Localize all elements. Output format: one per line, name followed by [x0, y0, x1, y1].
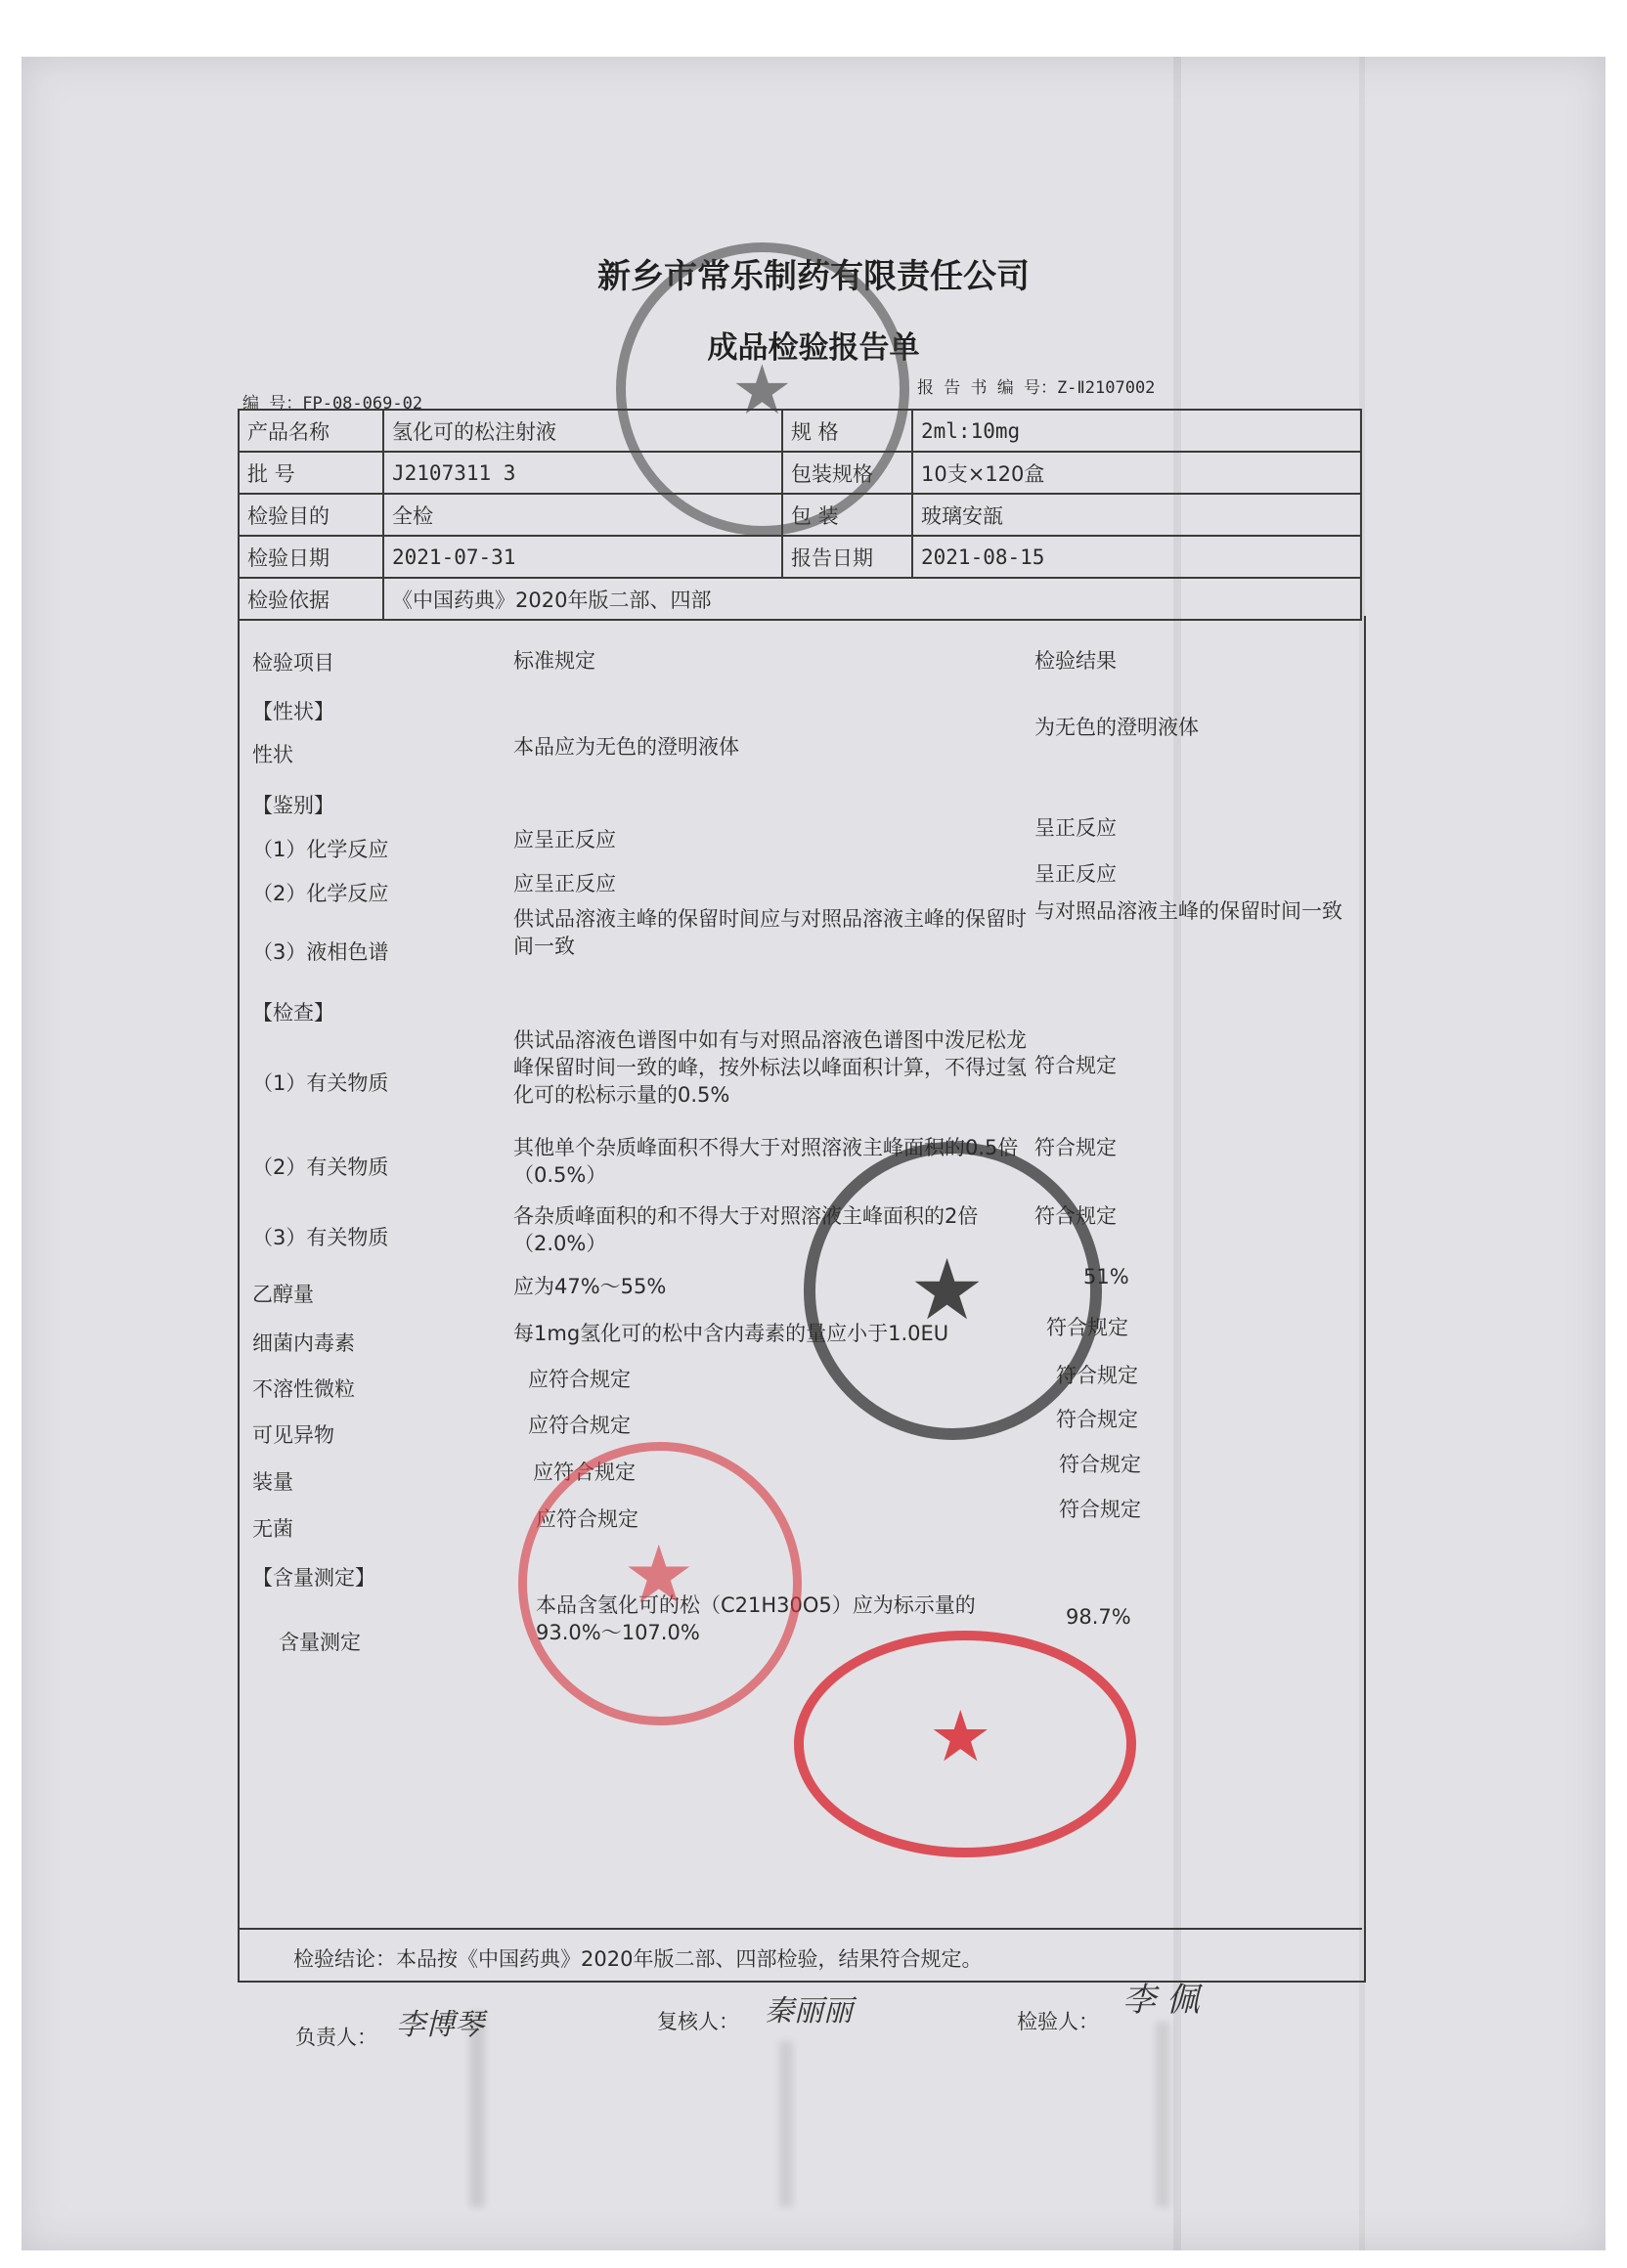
- row-item: （3）液相色谱: [252, 940, 389, 964]
- table-row: [239, 536, 1361, 578]
- scan-smudge: [779, 2041, 793, 2207]
- row-item: 乙醇量: [252, 1283, 314, 1306]
- row-standard: 本品应为无色的澄明液体: [513, 735, 739, 759]
- row-standard: 每1mg氢化可的松中含内毒素的量应小于1.0EU: [513, 1322, 949, 1345]
- star-icon: ★: [731, 350, 793, 430]
- row-result: 符合规定: [1056, 1364, 1138, 1387]
- purpose-label: 检验目的: [239, 494, 383, 536]
- row-result: 符合规定: [1034, 1204, 1117, 1228]
- inspector-signature: 李 佩: [1122, 1981, 1200, 2020]
- distributor-stamp: [518, 1442, 802, 1725]
- distributor-qa-stamp: [794, 1631, 1136, 1857]
- row-item: （1）化学反应: [252, 838, 389, 861]
- conclusion-text: 检验结论：本品按《中国药典》2020年版二部、四部检验，结果符合规定。: [293, 1947, 983, 1971]
- row-result: 呈正反应: [1034, 816, 1117, 840]
- row-standard: 各杂质峰面积的和不得大于对照溶液主峰面积的2倍（2.0%）: [513, 1204, 979, 1255]
- star-icon: ★: [623, 1529, 695, 1622]
- row-standard: 应符合规定: [528, 1414, 631, 1437]
- reviewer-label: 复核人：: [657, 2010, 739, 2033]
- row-standard: 供试品溶液主峰的保留时间应与对照品溶液主峰的保留时间一致: [513, 907, 1027, 958]
- product-name-label: 产品名称: [239, 410, 383, 452]
- column-item: 检验项目: [252, 651, 334, 675]
- report-date-label: 报告日期: [782, 536, 912, 578]
- package-value: 玻璃安瓿: [912, 494, 1361, 536]
- row-standard: 供试品溶液色谱图中如有与对照品溶液色谱图中泼尼松龙峰保留时间一致的峰，按外标法以峰面积计算，不得过氢化可的松标示量的0.5%: [513, 1028, 1027, 1107]
- column-standard: 标准规定: [513, 649, 595, 673]
- row-item: 无菌: [252, 1517, 293, 1541]
- row-item: 性状: [252, 743, 293, 766]
- table-row: [239, 578, 1361, 620]
- test-date-label: 检验日期: [239, 536, 383, 578]
- responsible-label: 负责人：: [295, 2026, 377, 2049]
- row-result: 符合规定: [1034, 1136, 1117, 1159]
- section-tests: 【检查】: [252, 1001, 334, 1025]
- basis-label: 检验依据: [239, 578, 383, 620]
- row-result: 符合规定: [1056, 1408, 1138, 1431]
- row-item: （2）有关物质: [252, 1156, 389, 1179]
- report-number: 报 告 书 编 号：Z-Ⅱ2107002: [917, 378, 1156, 398]
- row-item: 装量: [252, 1470, 293, 1494]
- basis-value: 《中国药典》2020年版二部、四部: [383, 578, 1361, 620]
- row-result: 符合规定: [1034, 1054, 1117, 1077]
- row-result: 符合规定: [1059, 1498, 1141, 1521]
- section-appearance: 【性状】: [252, 700, 334, 723]
- row-standard: 应符合规定: [536, 1507, 638, 1531]
- row-standard: 应符合规定: [528, 1368, 631, 1391]
- report-date-value: 2021-08-15: [912, 536, 1361, 578]
- row-item: （2）化学反应: [252, 882, 389, 905]
- section-identification: 【鉴别】: [252, 794, 334, 817]
- package-spec-label: 包装规格: [782, 452, 912, 494]
- row-result: 与对照品溶液主峰的保留时间一致: [1034, 899, 1342, 923]
- form-number: 编 号：FP-08-069-02: [242, 394, 423, 414]
- company-title: 新乡市常乐制药有限责任公司: [597, 257, 1030, 296]
- row-standard: 应呈正反应: [513, 828, 616, 851]
- row-result: 为无色的澄明液体: [1034, 716, 1199, 739]
- row-item: （3）有关物质: [252, 1226, 389, 1249]
- row-result: 符合规定: [1046, 1316, 1128, 1339]
- row-standard: 应呈正反应: [513, 872, 616, 895]
- row-item: 含量测定: [279, 1631, 361, 1654]
- section-assay: 【含量测定】: [252, 1566, 375, 1590]
- row-item: （1）有关物质: [252, 1071, 389, 1095]
- purpose-value: 全检: [383, 494, 782, 536]
- product-name-value: 氢化可的松注射液: [383, 410, 782, 452]
- row-standard: 本品含氢化可的松（C21H30O5）应为标示量的93.0%～107.0%: [536, 1593, 976, 1644]
- scan-smudge: [1156, 2022, 1169, 2207]
- row-standard: 应符合规定: [533, 1461, 636, 1484]
- row-item: 细菌内毒素: [252, 1331, 355, 1355]
- test-date-value: 2021-07-31: [383, 536, 782, 578]
- row-standard: 其他单个杂质峰面积不得大于对照溶液主峰面积的0.5倍（0.5%）: [513, 1136, 1019, 1187]
- row-result: 呈正反应: [1034, 862, 1117, 886]
- reviewer-signature: 秦丽丽: [765, 1994, 853, 2028]
- conclusion-divider: [238, 1928, 1362, 1930]
- row-item: 不溶性微粒: [252, 1377, 355, 1401]
- batch-label: 批 号: [239, 452, 383, 494]
- package-spec-value: 10支×120盒: [912, 452, 1361, 494]
- responsible-signature: 李博琴: [396, 2008, 484, 2042]
- batch-value: J2107311 3: [383, 452, 782, 494]
- row-result: 51%: [1083, 1265, 1129, 1288]
- row-item: 可见异物: [252, 1423, 334, 1447]
- spec-label: 规 格: [782, 410, 912, 452]
- package-label: 包 装: [782, 494, 912, 536]
- row-standard: 应为47%～55%: [513, 1275, 667, 1298]
- star-icon: ★: [929, 1695, 992, 1777]
- inspector-label: 检验人：: [1017, 2010, 1099, 2033]
- report-title: 成品检验报告单: [707, 330, 920, 366]
- star-icon: ★: [909, 1242, 986, 1339]
- maker-qa-stamp-2: [804, 1142, 1102, 1440]
- maker-qa-stamp: [616, 242, 909, 536]
- row-result: 98.7%: [1066, 1605, 1131, 1629]
- row-result: 符合规定: [1059, 1453, 1141, 1476]
- spec-value: 2ml:10mg: [912, 410, 1361, 452]
- column-result: 检验结果: [1034, 649, 1117, 673]
